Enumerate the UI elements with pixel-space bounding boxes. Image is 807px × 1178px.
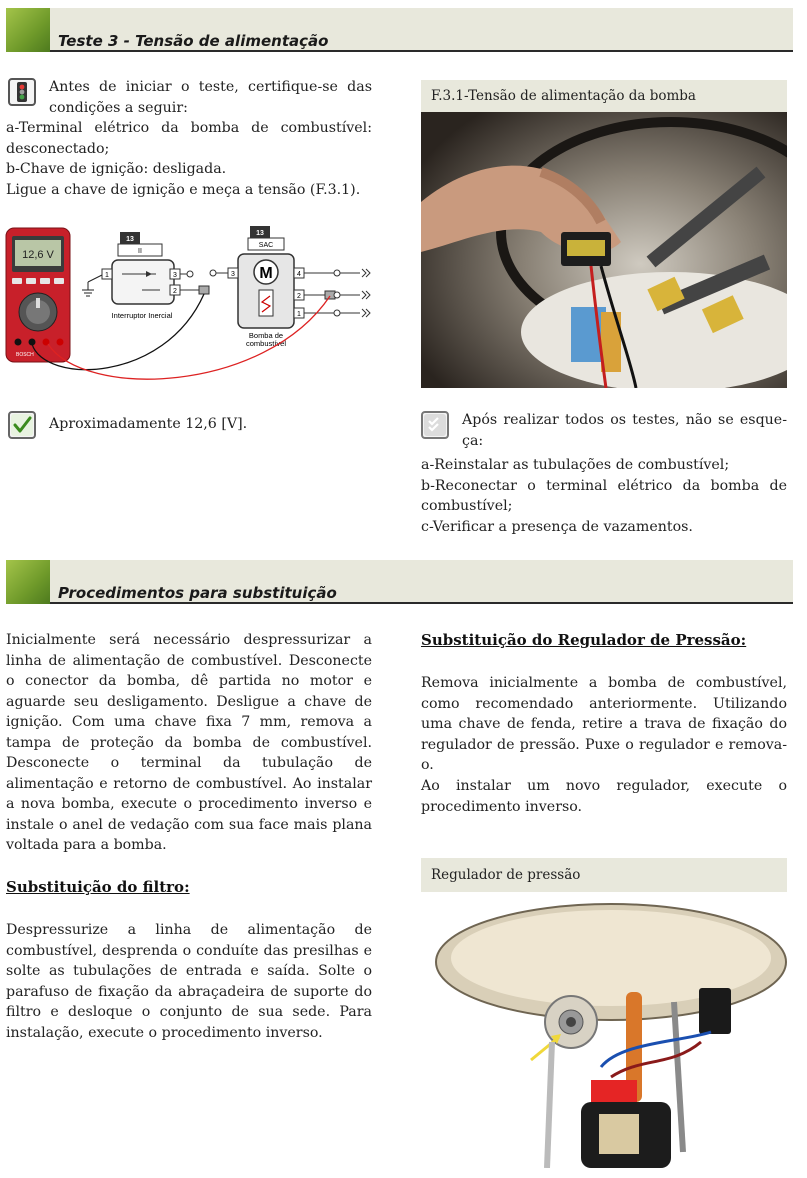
fuel-pump	[228, 226, 304, 348]
pin-label: 3	[231, 271, 235, 278]
section-title: Teste 3 - Tensão de alimentação	[58, 32, 329, 50]
pump-symbol: M	[259, 265, 273, 282]
check-icon	[8, 411, 36, 439]
after-item: c-Verificar a presença de vazamentos.	[421, 518, 693, 535]
section-title: Procedimentos para substituição	[58, 584, 337, 602]
pump-badge: 13	[256, 230, 264, 237]
header-rule	[50, 50, 793, 52]
switch-code: II	[138, 248, 142, 255]
after-tests-list	[421, 455, 787, 537]
pump-label: combustível	[245, 339, 287, 348]
after-item: a-Reinstalar as tubulações de combustível;	[421, 457, 730, 473]
section-marker	[6, 8, 50, 52]
after-intro-line: ça:	[462, 432, 484, 449]
after-item: b-Reconectar o terminal elétrico da bomba de combustível;	[421, 477, 787, 514]
pin-label: 2	[173, 288, 177, 295]
traffic-light-icon	[8, 78, 36, 106]
pin-label: 1	[297, 311, 301, 318]
intro-text	[49, 77, 372, 118]
header-rule	[50, 602, 793, 604]
pressure-regulator-photo	[421, 892, 787, 1168]
after-intro-line: Após realizar todos os testes, não se esque-	[462, 412, 787, 428]
clipboard-check-icon	[421, 411, 449, 439]
regulator-paragraph: Remova inicialmente a bomba de combustível, como recomendado anteriormente. Utilizando uma chave de fenda, retire a trava de fixação do regulador de pressão. Puxe o regulador e remova-o.	[421, 675, 787, 773]
depressurize-paragraph: Inicialmente será necessário despressurizar a linha de alimentação de combustível. Desconecte o conector da bomba, dê partida no motor e aguarde seu desligamento. Desligue a chave de ignição. Com uma chave fixa 7 mm, remova a tampa de proteção da bomba de combustível. Desconecte o terminal da tubulação de alimentação e retorno de combustível. Ao instalar a nova bomba, execute o procedimento inverso e instale o anel de vedação com sua face mais plana voltada para a bomba.	[6, 632, 372, 853]
pin-label: 1	[105, 272, 109, 279]
intro-line: condições a seguir:	[49, 99, 188, 116]
filter-heading: Substituição do filtro:	[6, 878, 190, 896]
section-header-teste-3	[6, 8, 793, 52]
switch-badge: 13	[126, 236, 134, 243]
after-tests-intro	[462, 410, 787, 451]
multimeter	[6, 228, 70, 362]
pump-label: Bomba de	[248, 331, 284, 340]
regulator-caption: Regulador de pressão	[421, 858, 787, 892]
pin-label: 2	[297, 293, 301, 300]
filter-paragraph: Despressurize a linha de alimentação de combustível, desprenda o conduíte das presilhas e solte as tubulações de entrada e saída. Solte o parafuso de fixação da abraçadeira de suporte do filtro e desloque o conjunto de sua sede. Para instalação, execute o procedimento inverso.	[6, 922, 372, 1041]
wiring-diagram	[4, 224, 384, 394]
meter-display: 12,6 V	[22, 249, 54, 261]
section-marker	[6, 560, 50, 604]
switch-label: Interruptor Inercial	[111, 311, 173, 320]
fuel-pump-voltage-photo	[421, 112, 787, 388]
intro-line: Antes de iniciar o teste, certifique-se das	[49, 79, 372, 95]
figure-caption: F.3.1-Tensão de alimentação da bomba	[421, 80, 787, 112]
pin-label: 4	[297, 271, 301, 278]
condition-item: a-Terminal elétrico da bomba de combustível: desconectado;	[6, 120, 372, 157]
inertial-switch	[102, 232, 209, 320]
meter-brand: BOSCH	[16, 352, 34, 358]
condition-item: b-Chave de ignição: desligada.	[6, 161, 227, 177]
regulator-heading: Substituição do Regulador de Pressão:	[421, 631, 747, 649]
section-header-procedimentos	[6, 560, 793, 604]
conditions-list	[6, 118, 372, 200]
result-text: Aproximadamente 12,6 [V].	[49, 416, 248, 432]
instruction-text: Ligue a chave de ignição e meça a tensão (F.3.1).	[6, 181, 361, 198]
regulator-install-paragraph: Ao instalar um novo regulador, execute o procedimento inverso.	[421, 778, 787, 815]
pump-code: SAC	[258, 242, 274, 249]
pin-label: 3	[173, 272, 177, 279]
ground-symbol	[82, 274, 104, 296]
